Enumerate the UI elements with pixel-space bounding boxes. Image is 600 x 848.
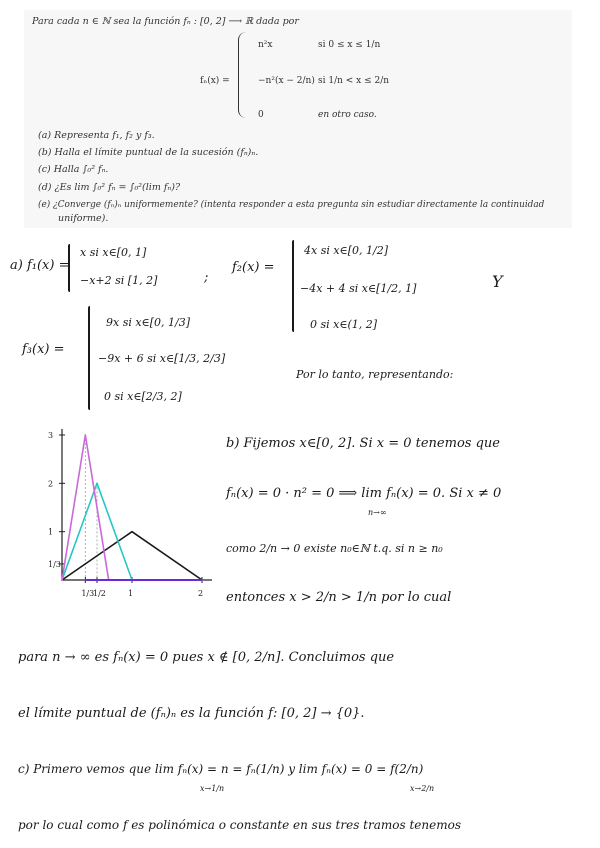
point-f3	[85, 434, 87, 436]
x-tick-label: 2	[198, 589, 204, 598]
semicolon: ;	[204, 270, 209, 285]
y-tick-label: 2	[48, 479, 54, 489]
case-3-cond: en otro caso.	[318, 110, 377, 120]
c-lim-sub-1: x→1/n	[200, 784, 225, 793]
a-label: a) f₁(x) =	[10, 258, 70, 273]
f3-case-1: 9x si x∈[0, 1/3]	[106, 316, 190, 329]
y-word: Y	[492, 272, 503, 291]
problem-intro: Para cada n ∈ ℕ sea la función fₙ : [0, 2] ⟶ ℝ dada por	[32, 16, 299, 27]
point-f3	[61, 579, 63, 581]
f3-brace	[88, 306, 90, 410]
f3-case-2: −9x + 6 si x∈[1/3, 2/3]	[98, 352, 226, 365]
y-tick-label: 1	[48, 527, 54, 537]
item-d: (d) ¿Es lim ∫₀² fₙ = ∫₀²(lim fₙ)?	[38, 182, 181, 193]
f1-brace	[68, 244, 70, 292]
sketch-graph	[40, 420, 220, 620]
point-limit	[201, 579, 203, 581]
problem-statement	[24, 10, 572, 228]
series-f1	[62, 532, 202, 580]
item-a: (a) Representa f₁, f₂ y f₃.	[38, 130, 155, 141]
item-e-cont: uniforme).	[58, 213, 109, 224]
b-lim-sub: n→∞	[368, 508, 387, 517]
fn-lhs: fₙ(x) =	[200, 76, 230, 86]
x-tick-label: 1/2	[93, 589, 106, 598]
point-f1	[131, 531, 133, 533]
f2-case-3: 0 si x∈(1, 2]	[310, 318, 378, 331]
c-line-1: c) Primero vemos que lim fₙ(x) = n = fₙ(1/n) y lim fₙ(x) = 0 = f(2/n)	[18, 762, 424, 776]
item-e: (e) ¿Converge (fₙ)ₙ uniformemente? (intenta responder a esta pregunta sin estudiar directamente la continuidad	[38, 200, 545, 210]
f3-case-3: 0 si x∈[2/3, 2]	[104, 390, 182, 403]
case-1-cond: si 0 ≤ x ≤ 1/n	[318, 40, 381, 50]
item-c: (c) Halla ∫₀² fₙ.	[38, 164, 109, 175]
b-line-6: el límite puntual de (fₙ)ₙ es la función f: [0, 2] → {0}.	[18, 706, 365, 721]
b-line-5: para n → ∞ es fₙ(x) = 0 pues x ∉ [0, 2/n]. Concluimos que	[18, 650, 395, 665]
y-tick-label: 1/3	[48, 559, 61, 569]
case-2-expr: −n²(x − 2/n)	[258, 76, 315, 86]
f2-brace	[292, 240, 294, 332]
y-tick-label: 3	[48, 431, 54, 440]
b-line-3: como 2/n → 0 existe n₀∈ℕ t.q. si n ≥ n₀	[226, 542, 443, 555]
case-2-cond: si 1/n < x ≤ 2/n	[318, 76, 390, 86]
item-b: (b) Halla el límite puntual de la sucesión (fₙ)ₙ.	[38, 147, 259, 158]
b-line-2: fₙ(x) = 0 · n² = 0 ⟹ lim fₙ(x) = 0. Si x ≠ 0	[226, 486, 502, 501]
x-tick-label: 1	[128, 589, 134, 598]
cases-brace	[238, 32, 247, 118]
point-limit	[85, 579, 87, 581]
series-f3	[62, 435, 202, 580]
point-f2	[96, 483, 98, 485]
f2-case-2: −4x + 4 si x∈[1/2, 1]	[300, 282, 417, 295]
b-line-4: entonces x > 2/n > 1/n por lo cual	[226, 590, 452, 605]
b-line-1: b) Fijemos x∈[0, 2]. Si x = 0 tenemos que	[226, 436, 500, 451]
case-3-expr: 0	[258, 110, 264, 120]
f2-case-1: 4x si x∈[0, 1/2]	[304, 244, 388, 257]
f1-case-2: −x+2 si [1, 2]	[80, 274, 158, 287]
f1-case-1: x si x∈[0, 1]	[80, 246, 147, 259]
x-tick-label: 1/3	[81, 589, 95, 598]
c-lim-sub-2: x→2/n	[410, 784, 435, 793]
representation-text: Por lo tanto, representando:	[296, 368, 454, 381]
f2-label: f₂(x) =	[232, 260, 275, 275]
f3-label: f₃(x) =	[22, 342, 65, 357]
c-line-2: por lo cual como f es polinómica o constante en sus tres tramos tenemos	[18, 818, 461, 832]
case-1-expr: n²x	[258, 40, 273, 50]
